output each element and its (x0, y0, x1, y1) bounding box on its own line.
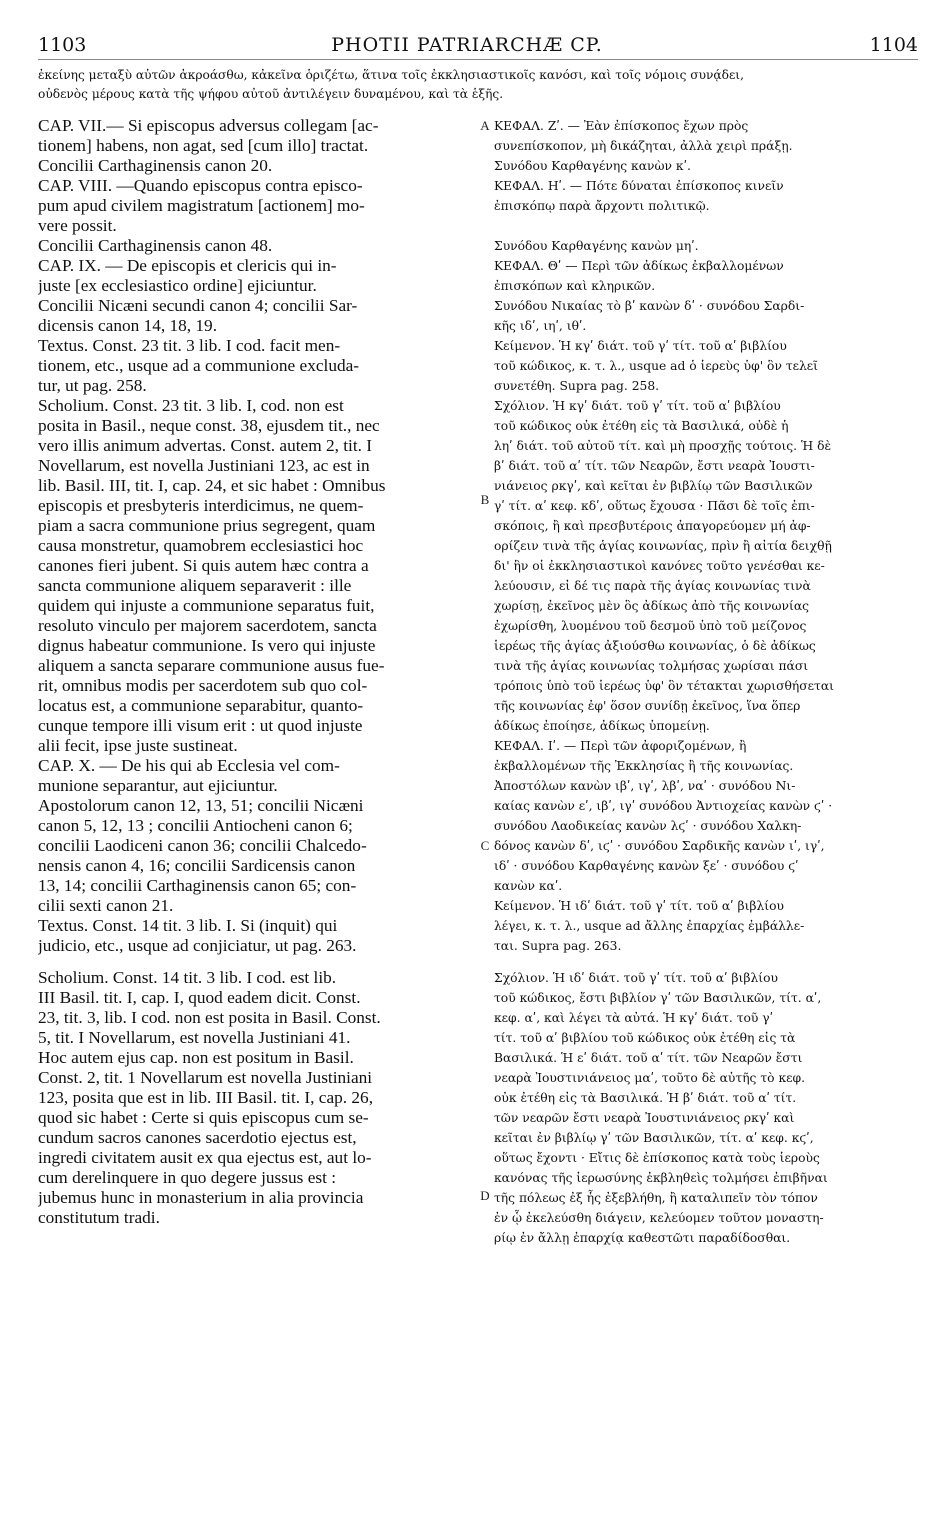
text-line: τῶν νεαρῶν ἔστι νεαρὰ Ἰουστινιάνειος ρκγʹ καὶ (494, 1111, 795, 1125)
text-line: ingredi civitatem ausit ex qua ejectus est, aut lo- (38, 1148, 372, 1167)
latin-scholium-2 (38, 968, 478, 1228)
text-line: tionem, etc., usque ad a communione excluda- (38, 356, 360, 375)
text-line: ΚΕΦΑΛ. Θʹ — Περὶ τῶν ἀδίκως ἐκβαλλομένων (494, 259, 784, 273)
text-line: CAP. VII.— Si episcopus adversus collegam [ac- (38, 116, 379, 135)
text-line: Concilii Carthaginensis canon 20. (38, 156, 273, 175)
text-line: 23, tit. 3, lib. I cod. non est posita in Basil. Const. (38, 1008, 381, 1027)
text-line: dignus habeatur communione. Is vero qui injuste (38, 636, 376, 655)
text-line: βʹ διάτ. τοῦ αʹ τίτ. τῶν Νεαρῶν, ἔστι νεαρὰ Ἰουστι- (494, 459, 815, 473)
text-line: κῆς ιδʹ, ιηʹ, ιθʹ. (494, 319, 587, 333)
text-line: τοῦ κώδικος, ἔστι βιβλίον γʹ τῶν Βασιλικῶν, τίτ. αʹ, (494, 991, 822, 1005)
text-line: cum derelinquere in quo degere jussus est : (38, 1168, 337, 1187)
text-line: III Basil. tit. I, cap. I, quod eadem dicit. Const. (38, 988, 361, 1007)
latin-cap-10 (38, 756, 478, 956)
text-line: τινὰ τῆς ἁγίας κοινωνίας τολμήσας χωρίσαι πάσι (494, 659, 809, 673)
text-line: cilii sexti canon 21. (38, 896, 174, 915)
text-line: 123, posita que est in lib. III Basil. tit. I, cap. 26, (38, 1088, 374, 1107)
text-line: dicensis canon 14, 18, 19. (38, 316, 218, 335)
text-line: λέγει, κ. τ. λ., usque ad ἄλλης ἐπαρχίας ἐμβάλλε- (494, 919, 805, 933)
text-line: τῆς κοινωνίας ἐφ' ὅσον συνίδῃ ἐκεῖνος, ἵνα ὅπερ (494, 699, 801, 713)
running-title: PHOTII PATRIARCHÆ CP. (331, 34, 603, 56)
text-line: τοῦ κώδικος, κ. τ. λ., usque ad ὁ ἱερεὺς ὑφ' ὃν τελεῖ (494, 359, 818, 373)
text-line: Κείμενον. Ἡ ιδʹ διάτ. τοῦ γʹ τίτ. τοῦ αʹ βιβλίου (494, 899, 785, 913)
text-line: CAP. VIII. —Quando episcopus contra episco- (38, 176, 363, 195)
text-line: 13, 14; concilii Carthaginensis canon 65; con- (38, 876, 357, 895)
text-line: γʹ τίτ. αʹ κεφ. κδʹ, οὕτως ἔχουσα · Πᾶσι δὲ τοῖς ἐπι- (494, 499, 815, 513)
text-line: canones fieri jubent. Si quis autem hæc contra a (38, 556, 369, 575)
text-line: ἀδίκως ἐποίησε, ἀδίκως ὑπομείνῃ. (494, 719, 710, 733)
text-line: τίτ. τοῦ αʹ βιβλίου τοῦ κώδικος οὐκ ἐτέθη εἰς τὰ (494, 1031, 796, 1045)
greek-scholium-2 (494, 968, 922, 1248)
text-line: ἱερέως τῆς ἁγίας ἀξιούσθω κοινωνίας, ὁ δὲ ἀδίκως (494, 639, 816, 653)
text-line: ΚΕΦΑΛ. Ηʹ. — Πότε δύναται ἐπίσκοπος κινεῖν (494, 179, 784, 193)
text-line: canon 5, 12, 13 ; concilii Antiocheni canon 6; (38, 816, 353, 835)
text-line: κεῖται ἐν βιβλίῳ γʹ τῶν Βασιλικῶν, τίτ. αʹ κεφ. κϛʹ, (494, 1131, 814, 1145)
latin-column (38, 116, 478, 1228)
text-line: ἐπισκόπῳ παρὰ ἄρχοντι πολιτικῷ. (494, 199, 710, 213)
text-line: CAP. X. — De his qui ab Ecclesia vel com- (38, 756, 340, 775)
text-line: Scholium. Const. 23 tit. 3 lib. I, cod. non est (38, 396, 344, 415)
latin-cap-8 (38, 176, 478, 256)
column-number-right: 1104 (869, 34, 918, 56)
greek-cap-7 (494, 116, 922, 176)
text-line: ιδʹ · συνόδου Καρθαγένης κανὼν ξεʹ · συνόδου ϛʹ (494, 859, 799, 873)
greek-cap-8 (494, 176, 922, 256)
text-line: Συνόδου Καρθαγένης κανὼν κʹ. (494, 159, 691, 173)
text-line: munione separantur, aut ejiciuntur. (38, 776, 278, 795)
text-line: Novellarum, est novella Justiniani 123, ac est in (38, 456, 370, 475)
text-line: χωρίσῃ, ἐκεῖνος μὲν ὃς ἀδίκως ἀπὸ τῆς κοινωνίας (494, 599, 810, 613)
text-line: Const. 2, tit. 1 Novellarum est novella Justiniani (38, 1068, 373, 1087)
text-line: Hoc autem ejus cap. non est positum in Basil. (38, 1048, 354, 1067)
text-line: pum apud civilem magistratum [actionem] mo- (38, 196, 365, 215)
text-line: ρίῳ ἐν ἄλλῃ ἐπαρχίᾳ καθεστῶτι παραδίδοσθαι. (494, 1231, 791, 1245)
text-line: Apostolorum canon 12, 13, 51; concilii Nicæni (38, 796, 364, 815)
text-line: ται. Supra pag. 263. (494, 939, 622, 953)
text-line: lib. Basil. III, tit. I, cap. 24, et sic habet : Omnibus (38, 476, 386, 495)
intro-line: ἐκείνης μεταξὺ αὐτῶν ἀκροάσθω, κἀκεῖνα ὁριζέτω, ἅτινα τοῖς ἐκκλησιαστικοῖς κανόσι, καὶ τοῖς νόμοις συνᾴδει, (38, 68, 744, 82)
margin-letter-b: B (480, 492, 490, 507)
text-line: Concilii Carthaginensis canon 48. (38, 236, 273, 255)
text-line: οὕτως ἔχοντι · Εἴτις δὲ ἐπίσκοπος κατὰ τοὺς ἱεροὺς (494, 1151, 820, 1165)
greek-cap-9 (494, 256, 922, 736)
text-line: Συνόδου Καρθαγένης κανὼν μηʹ. (494, 239, 699, 253)
text-line: ἐκβαλλομένων τῆς Ἐκκλησίας ἢ τῆς κοινωνίας. (494, 759, 794, 773)
text-line: νεαρὰ Ἰουστινιάνειος μαʹ, τοῦτο δὲ αὐτῆς τὸ κεφ. (494, 1071, 806, 1085)
text-line: nensis canon 4, 16; concilii Sardicensis canon (38, 856, 356, 875)
text-line: Textus. Const. 14 tit. 3 lib. I. Si (inquit) qui (38, 916, 338, 935)
text-line: quidem qui injuste a communione separatus fuit, (38, 596, 375, 615)
text-line: vero illis animum advertas. Const. autem 2, tit. I (38, 436, 373, 455)
text-line: λεύουσιν, εἰ δέ τις παρὰ τῆς ἁγίας κοινωνίας τινὰ (494, 579, 811, 593)
text-line: δι' ἣν οἱ ἐκκλησιαστικοὶ κανόνες τοῦτο γενέσθαι κε- (494, 559, 825, 573)
text-line: Βασιλικά. Ἡ εʹ διάτ. τοῦ αʹ τίτ. τῶν Νεαρῶν ἔστι (494, 1051, 803, 1065)
text-line: τοῦ κώδικος οὐκ ἐτέθη εἰς τὰ Βασιλικά, οὐδὲ ἡ (494, 419, 789, 433)
text-line: ἐχωρίσθη, λυομένου τοῦ δεσμοῦ ὑπὸ τοῦ μείζονος (494, 619, 807, 633)
text-line: rit, omnibus modis per sacerdotem sub quo col- (38, 676, 368, 695)
text-line: ληʹ διάτ. τοῦ αὐτοῦ τίτ. καὶ μὴ προσχῇς τούτοις. Ἡ δὲ (494, 439, 832, 453)
text-line: κεφ. αʹ, καὶ λέγει τὰ αὐτά. Ἡ κγʹ διάτ. τοῦ γʹ (494, 1011, 774, 1025)
text-line: Συνόδου Νικαίας τὸ βʹ κανὼν δʹ · συνόδου Σαρδι- (494, 299, 805, 313)
text-line: tionem] habens, non agat, sed [cum illo] tractat. (38, 136, 369, 155)
text-line: τῆς πόλεως ἐξ ἧς ἐξεβλήθη, ἢ καταλιπεῖν τὸν τόπον (494, 1191, 818, 1205)
text-line: Σχόλιον. Ἡ κγʹ διάτ. τοῦ γʹ τίτ. τοῦ αʹ βιβλίου (494, 399, 781, 413)
text-line: συνεπίσκοπον, μὴ δικάζηται, ἀλλὰ χειρὶ πράξῃ. (494, 139, 793, 153)
text-line: τρόποις ὑπὸ τοῦ ἱερέως ὑφ' ὃν τέτακται χωρισθήσεται (494, 679, 834, 693)
text-line: ἐν ᾧ ἐκελεύσθη διάγειν, κελεύομεν τοῦτον μοναστη- (494, 1211, 824, 1225)
text-line: συνόδου Λαοδικείας κανὼν λϛʹ · συνόδου Χαλκη- (494, 819, 802, 833)
text-line: sancta communione aliquem separaverit : ille (38, 576, 352, 595)
text-line: Scholium. Const. 14 tit. 3 lib. I cod. est lib. (38, 968, 337, 987)
text-line: episcopis et presbyteris interdicimus, ne quem- (38, 496, 364, 515)
text-line: οὐκ ἐτέθη εἰς τὰ Βασιλικά. Ἡ βʹ διάτ. τοῦ αʹ τίτ. (494, 1091, 797, 1105)
text-line: δόνος κανὼν δʹ, ιϛʹ · συνόδου Σαρδικῆς κανὼν ιʹ, ιγʹ, (494, 839, 825, 853)
text-line: Σχόλιον. Ἡ ιδʹ διάτ. τοῦ γʹ τίτ. τοῦ αʹ βιβλίου (494, 971, 778, 985)
text-line: judicio, etc., usque ad conjiciatur, ut pag. 263. (38, 936, 357, 955)
text-line: Concilii Nicæni secundi canon 4; concilii Sar- (38, 296, 358, 315)
latin-cap-7 (38, 116, 478, 176)
text-line: κανὼν καʹ. (494, 879, 563, 893)
text-line: piam a sacra communione prius segregent, quam (38, 516, 376, 535)
text-line: causa monstretur, quamobrem ecclesiastici hoc (38, 536, 364, 555)
text-line: ἐπισκόπων καὶ κληρικῶν. (494, 279, 656, 293)
latin-cap-9 (38, 256, 478, 756)
text-line: Κείμενον. Ἡ κγʹ διάτ. τοῦ γʹ τίτ. τοῦ αʹ βιβλίου (494, 339, 787, 353)
text-line: cunque tempore illi visum erit : ut quod injuste (38, 716, 363, 735)
text-line: cundum sacros canones sacerdotio ejectus est, (38, 1128, 357, 1147)
text-line: Textus. Const. 23 tit. 3 lib. I cod. facit men- (38, 336, 341, 355)
text-line: quod sic habet : Certe si quis episcopus cum se- (38, 1108, 369, 1127)
text-line: tur, ut pag. 258. (38, 376, 147, 395)
margin-letter-c: C (480, 838, 490, 853)
text-line: CAP. IX. — De episcopis et clericis qui in- (38, 256, 337, 275)
text-line: ΚΕΦΑΛ. Ιʹ. — Περὶ τῶν ἀφοριζομένων, ἢ (494, 739, 747, 753)
text-line: ΚΕΦΑΛ. Ζʹ. — Ἐὰν ἐπίσκοπος ἔχων πρὸς (494, 119, 749, 133)
text-line: vere possit. (38, 216, 117, 235)
margin-letter-d: D (480, 1188, 490, 1203)
text-line: juste [ex ecclesiastico ordine] ejiciuntur. (38, 276, 317, 295)
text-line: alii fecit, ipse juste sustineat. (38, 736, 238, 755)
text-line: locatus est, a communione separabitur, quanto- (38, 696, 364, 715)
column-number-left: 1103 (38, 34, 87, 56)
text-line: concilii Laodiceni canon 36; concilii Chalcedo- (38, 836, 367, 855)
text-line: constitutum tradi. (38, 1208, 160, 1227)
text-line: κανόνας τῆς ἱερωσύνης ἐκβληθεὶς τολμήσει ἐπιβῆναι (494, 1171, 828, 1185)
text-line: resoluto vinculo per majorem sacerdotem, sancta (38, 616, 377, 635)
text-line: νιάνειος ρκγʹ, καὶ κεῖται ἐν βιβλίῳ τῶν Βασιλικῶν (494, 479, 813, 493)
text-line: καίας κανὼν εʹ, ιβʹ, ιγʹ συνόδου Ἀντιοχείας κανὼν ϛʹ · (494, 799, 833, 813)
header-rule (38, 59, 918, 60)
intro-greek-continuation (38, 66, 922, 104)
greek-cap-10 (494, 736, 922, 956)
text-line: aliquem a sancta separare communione ausus fue- (38, 656, 385, 675)
text-line: Ἀποστόλων κανὼν ιβʹ, ιγʹ, λβʹ, ναʹ · συνόδου Νι- (494, 779, 796, 793)
text-line (494, 216, 922, 236)
text-line: jubemus hunc in monasterium in alia provincia (38, 1188, 364, 1207)
text-line: σκόποις, ἢ καὶ πρεσβυτέροις ἀπαγορεύομεν μή ἀφ- (494, 519, 811, 533)
text-line: ορίζειν τινὰ τῆς ἁγίας κοινωνίας, πρὶν ἢ αἰτία δειχθῇ (494, 539, 832, 553)
margin-letter-a: A (480, 118, 490, 133)
text-line: 5, tit. I Novellarum, est novella Justiniani 41. (38, 1028, 351, 1047)
text-line: συνετέθη. Supra pag. 258. (494, 379, 660, 393)
text-line: posita in Basil., neque const. 38, ejusdem tit., nec (38, 416, 380, 435)
greek-column (494, 116, 922, 1248)
intro-line: οὐδενὸς μέρους κατὰ τῆς ψήφου αὐτοῦ ἀντιλέγειν δυναμένου, καὶ τὰ ἑξῆς. (38, 87, 504, 101)
